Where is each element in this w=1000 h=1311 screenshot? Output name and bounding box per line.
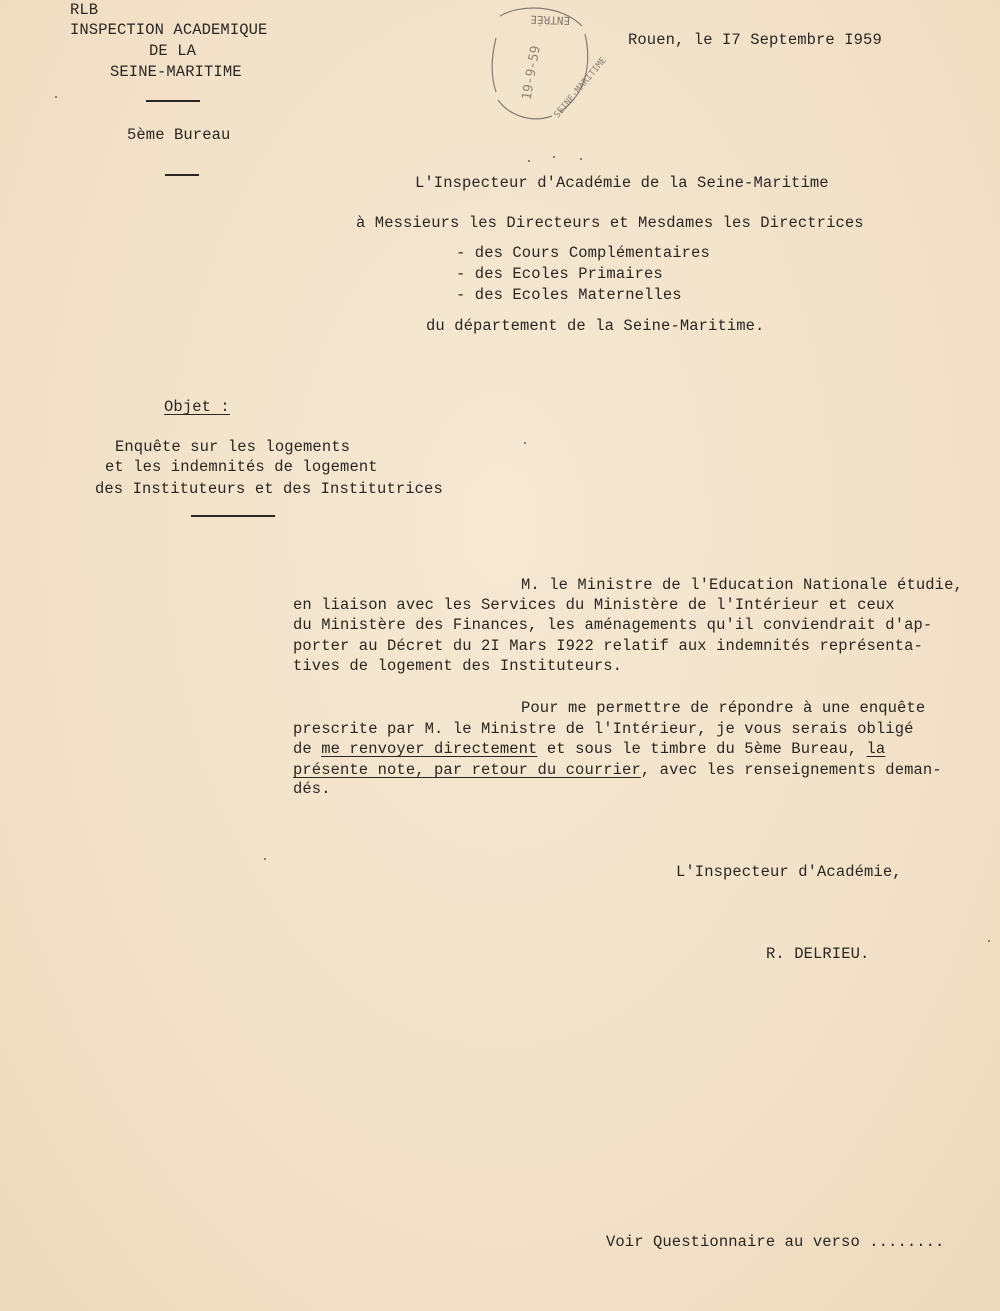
recipients-intro: à Messieurs les Directeurs et Mesdames les Directrices — [356, 214, 864, 232]
body-p2-line — [293, 760, 942, 780]
subject-line: des Instituteurs et des Institutrices — [95, 480, 443, 498]
speck — [55, 96, 57, 98]
signature-name: R. DELRIEU. — [766, 945, 870, 963]
header-org-line3: SEINE-MARITIME — [110, 63, 242, 81]
body-p2-underlined: présente note, par retour du courrier — [293, 761, 641, 779]
signature-title: L'Inspecteur d'Académie, — [676, 863, 902, 881]
header-bureau: 5ème Bureau — [127, 126, 231, 144]
speck — [524, 442, 526, 444]
footer-note: Voir Questionnaire au verso ........ — [606, 1233, 945, 1251]
body-p2-text: de — [293, 740, 322, 758]
recipient-item: - des Ecoles Maternelles — [456, 286, 682, 304]
body-p2-line: Pour me permettre de répondre à une enquête — [521, 699, 926, 717]
stamp-bottom-text: SEINE-MARITIME — [552, 55, 609, 121]
postmark-stamp — [490, 4, 609, 122]
speck — [580, 158, 582, 160]
body-p1-line: du Ministère des Finances, les aménagements qu'il conviendrait d'ap- — [293, 616, 933, 634]
body-p1-line: tives de logement des Instituteurs. — [293, 657, 623, 675]
body-p2-line: dés. — [293, 780, 331, 798]
body-p1-line: en liaison avec les Services du Ministère de l'Intérieur et ceux — [293, 596, 895, 614]
header-org-line2: DE LA — [149, 42, 197, 60]
body-p2-line: prescrite par M. le Ministre de l'Intérieur, je vous serais obligé — [293, 720, 914, 738]
speck — [553, 156, 555, 158]
body-p2-text: , avec les renseignements deman- — [640, 761, 942, 779]
speck — [988, 940, 990, 942]
subject-line: et les indemnités de logement — [105, 458, 378, 476]
speck — [264, 858, 266, 860]
subject-label: Objet : — [164, 398, 230, 416]
speck — [528, 160, 530, 162]
stamp-date-text: 19-9-59 — [519, 44, 544, 102]
sender-line: L'Inspecteur d'Académie de la Seine-Maritime — [415, 174, 829, 192]
header-org-line1: INSPECTION ACADEMIQUE — [70, 21, 268, 39]
header-rule-2 — [165, 174, 199, 176]
subject-line: Enquête sur les logements — [115, 438, 351, 456]
header-rule-1 — [146, 100, 200, 102]
recipient-item: - des Cours Complémentaires — [456, 244, 710, 262]
recipients-closing: du département de la Seine-Maritime. — [426, 317, 765, 335]
stamp-top-text: ENTRÉE — [530, 12, 571, 28]
header-initials: RLB — [70, 1, 99, 19]
recipient-item: - des Ecoles Primaires — [456, 265, 663, 283]
place-date: Rouen, le I7 Septembre I959 — [628, 31, 882, 49]
body-p2-text: et sous le timbre du 5ème Bureau, — [537, 740, 867, 758]
body-p2-underlined: la — [866, 740, 886, 758]
body-p2-underlined: me renvoyer directement — [321, 740, 538, 758]
body-p1-line: porter au Décret du 2I Mars I922 relatif aux indemnités représenta- — [293, 637, 923, 655]
subject-rule — [191, 515, 275, 517]
body-p1-line: M. le Ministre de l'Education Nationale étudie, — [521, 576, 963, 594]
body-p2-line — [293, 739, 885, 759]
